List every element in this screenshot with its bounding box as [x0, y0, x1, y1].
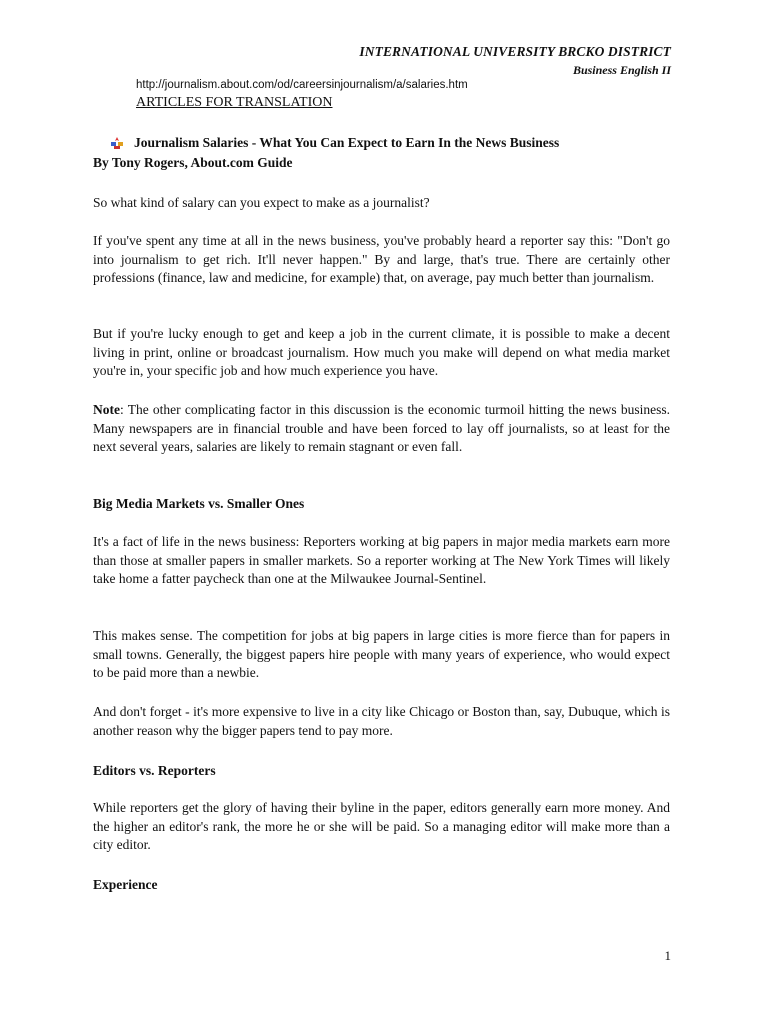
note-label: Note — [93, 402, 120, 417]
paragraph-5: And don't forget - it's more expensive to live in a city like Chicago or Boston than, say, Dubuque, which is another reason why the bigger papers tend to pay more. — [93, 704, 670, 738]
paragraph-2: But if you're lucky enough to get and keep a job in the current climate, it is possible to make a decent living in print, online or broadcast journalism. How much you make will depend on what media market you're in, your specific job and how much experience you have. — [93, 326, 670, 379]
source-url[interactable]: http://journalism.about.com/od/careersinjournalism/a/salaries.htm — [136, 79, 468, 91]
heading-experience: Experience — [93, 877, 158, 892]
note-text: : The other complicating factor in this discussion is the economic turmoil hitting the news business. Many newspapers are in financial trouble and have been forced to lay off journalists, so at least for the next several years, salaries are likely to remain stagnant or even fall. — [93, 402, 670, 455]
article-title: Journalism Salaries - What You Can Expect to Earn In the News Business — [134, 135, 560, 150]
note-paragraph — [93, 401, 670, 457]
paragraph-3: It's a fact of life in the news business: Reporters working at big papers in major media markets earn more than those at smaller papers in smaller markets. So a reporter working at The New York Times will likely take home a fatter paycheck than one at the Milwaukee Journal-Sentinel. — [93, 534, 670, 587]
header-course: Business English II — [572, 63, 671, 77]
article-title-row — [110, 135, 559, 151]
paragraph-1: If you've spent any time at all in the news business, you've probably heard a reporter say this: "Don't go into journalism to get rich. It'll never happen." By and large, that's true. There are certainly other professions (finance, law and medicine, for example) that, on average, pay much better than journalism. — [93, 233, 670, 286]
header-institution: INTERNATIONAL UNIVERSITY BRCKO DISTRICT — [359, 44, 671, 59]
page-number: 1 — [664, 948, 671, 963]
heading-big-media: Big Media Markets vs. Smaller Ones — [93, 496, 305, 511]
intro-paragraph: So what kind of salary can you expect to make as a journalist? — [93, 195, 430, 210]
article-bullet-icon — [110, 137, 124, 149]
paragraph-6: While reporters get the glory of having their byline in the paper, editors generally earn more money. And the higher an editor's rank, the more he or she will be paid. So a managing editor will make more than a city editor. — [93, 800, 670, 853]
article-byline: By Tony Rogers, About.com Guide — [93, 155, 293, 170]
heading-editors: Editors vs. Reporters — [93, 763, 216, 778]
paragraph-4: This makes sense. The competition for jobs at big papers in large cities is more fierce than for papers in small towns. Generally, the biggest papers hire people with many years of experience, who would expect to be paid more than a newbie. — [93, 628, 670, 681]
section-label: ARTICLES FOR TRANSLATION — [136, 95, 333, 110]
